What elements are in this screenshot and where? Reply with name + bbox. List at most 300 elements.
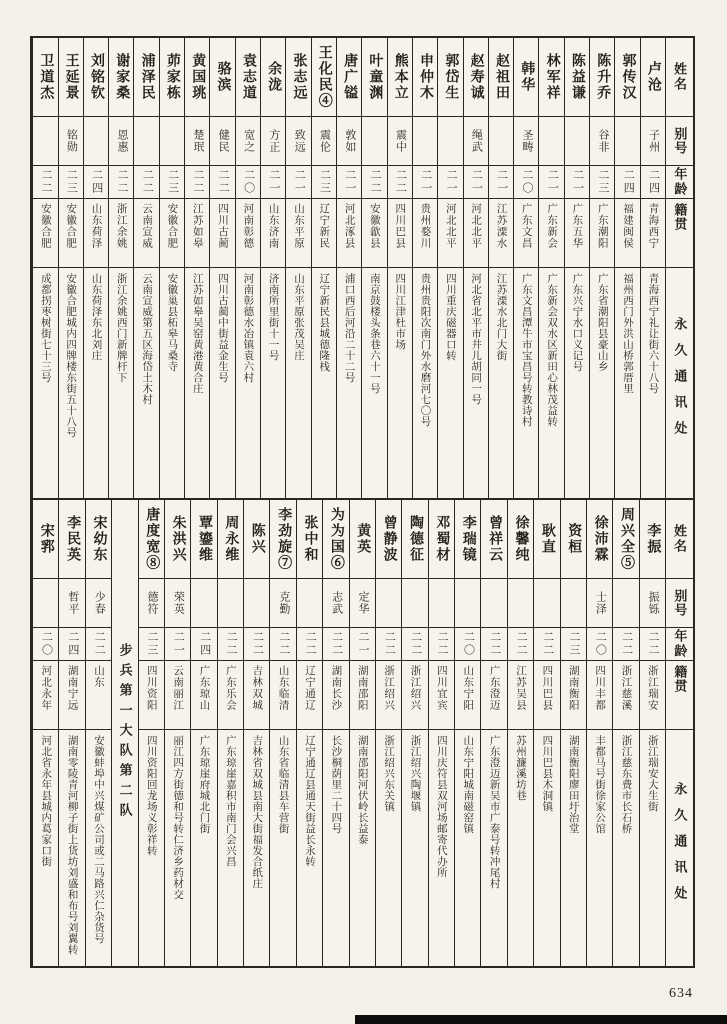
native-cell-text: 广东澄迈 xyxy=(488,665,500,711)
native-cell xyxy=(464,198,488,267)
native-cell-text: 浙江绍兴 xyxy=(383,665,395,711)
native-cell-text: 广东乐会 xyxy=(224,665,236,711)
age-cell-text: 二二 xyxy=(647,631,660,657)
name-cell xyxy=(455,500,480,578)
native-cell-text: 湖南长沙 xyxy=(330,665,342,711)
age-cell xyxy=(337,165,361,198)
age-cell-text: 二二 xyxy=(93,631,106,657)
name-cell-text: 曾祥云 xyxy=(487,515,503,563)
native-cell xyxy=(534,660,559,729)
native-cell xyxy=(376,660,401,729)
native-cell-text: 云南丽江 xyxy=(172,665,184,711)
alias-cell xyxy=(388,116,412,165)
age-cell-text: 二一 xyxy=(343,169,356,195)
address-cell xyxy=(297,729,322,966)
native-cell-text: 河北北平 xyxy=(470,203,482,249)
alias-cell xyxy=(244,578,269,627)
person-column xyxy=(58,38,83,498)
native-cell xyxy=(350,660,375,729)
age-cell-text: 二三 xyxy=(166,169,179,195)
name-cell-text: 唐度宽⑧ xyxy=(144,507,160,571)
native-cell xyxy=(561,660,586,729)
address-cell xyxy=(413,267,437,498)
age-cell xyxy=(429,627,454,660)
name-cell xyxy=(362,38,386,116)
age-cell-text: 二二 xyxy=(488,631,501,657)
alias-cell xyxy=(139,578,164,627)
age-cell xyxy=(165,627,190,660)
name-cell xyxy=(33,38,57,116)
address-cell-text: 浦口西后河沿二十二号 xyxy=(343,273,355,383)
age-cell-text: 二二 xyxy=(383,631,396,657)
person-column xyxy=(32,38,57,498)
name-cell-text: 周兴全⑤ xyxy=(618,507,634,571)
alias-cell xyxy=(587,578,612,627)
age-cell-text: 二二 xyxy=(251,631,264,657)
age-cell-text: 二一 xyxy=(470,169,483,195)
person-column xyxy=(336,38,361,498)
native-cell-text: 山东济南 xyxy=(267,203,279,249)
alias-cell-text: 谷非 xyxy=(596,129,609,153)
name-cell xyxy=(139,500,164,578)
native-cell-text: 贵州婺川 xyxy=(419,203,431,249)
alias-cell xyxy=(33,578,58,627)
address-cell-text: 南京鼓楼头条巷六十一号 xyxy=(368,273,380,394)
name-cell xyxy=(481,500,506,578)
address-cell xyxy=(481,729,506,966)
native-cell-text: 江苏吴县 xyxy=(514,665,526,711)
name-cell xyxy=(539,38,563,116)
unit-divider-column xyxy=(111,500,137,966)
address-cell xyxy=(402,729,427,966)
address-cell xyxy=(33,729,58,966)
native-cell xyxy=(160,198,184,267)
person-column xyxy=(217,500,243,966)
name-cell-text: 黄英 xyxy=(355,523,371,555)
name-cell xyxy=(84,38,108,116)
age-cell-text: 二〇 xyxy=(594,631,607,657)
age-cell xyxy=(139,627,164,660)
alias-cell xyxy=(565,116,589,165)
name-cell-text: 陈升乔 xyxy=(595,53,611,101)
alias-cell xyxy=(165,578,190,627)
name-cell-text: 陈益谦 xyxy=(569,53,585,101)
alias-cell-text: 哲平 xyxy=(66,591,79,615)
age-cell xyxy=(33,165,57,198)
native-cell xyxy=(210,198,234,267)
label-address xyxy=(666,729,693,966)
person-column xyxy=(639,500,665,966)
native-cell-text: 湖南宁远 xyxy=(66,665,78,711)
age-cell-text: 二四 xyxy=(66,631,79,657)
address-cell xyxy=(191,729,216,966)
alias-cell xyxy=(59,116,83,165)
native-cell-text: 浙江瑞安 xyxy=(646,665,658,711)
name-cell xyxy=(312,38,336,116)
alias-cell xyxy=(514,116,538,165)
person-column xyxy=(296,500,322,966)
native-cell xyxy=(613,660,638,729)
name-cell xyxy=(297,500,322,578)
address-cell-text: 长沙桐荫里二十四号 xyxy=(330,735,342,834)
person-column xyxy=(538,38,563,498)
age-cell xyxy=(376,627,401,660)
address-cell xyxy=(613,729,638,966)
native-cell xyxy=(323,660,348,729)
age-cell xyxy=(218,627,243,660)
address-cell-text: 山东荷泽东北刘庄 xyxy=(90,273,102,361)
person-column xyxy=(311,38,336,498)
name-cell-text: 徐沛霖 xyxy=(592,515,608,563)
native-cell xyxy=(33,198,57,267)
address-cell xyxy=(565,267,589,498)
scan-artifact-bar xyxy=(355,1015,727,1024)
native-cell-text: 安徽合肥 xyxy=(65,203,77,249)
address-cell xyxy=(165,729,190,966)
native-cell-text: 四川巴县 xyxy=(394,203,406,249)
native-cell-text: 广东文昌 xyxy=(520,203,532,249)
address-cell-text: 江苏溧水北门大街 xyxy=(495,273,507,361)
name-cell xyxy=(261,38,285,116)
native-cell xyxy=(362,198,386,267)
name-cell xyxy=(286,38,310,116)
name-cell-text: 刘铭钦 xyxy=(88,53,104,101)
native-cell xyxy=(337,198,361,267)
name-cell-text: 赵祖田 xyxy=(493,53,509,101)
alias-cell xyxy=(86,578,111,627)
age-cell-text: 二二 xyxy=(369,169,382,195)
name-cell xyxy=(134,38,158,116)
alias-cell xyxy=(508,578,533,627)
person-column xyxy=(243,500,269,966)
person-column xyxy=(83,38,108,498)
age-cell xyxy=(84,165,108,198)
age-cell xyxy=(615,165,639,198)
native-cell xyxy=(438,198,462,267)
age-cell-text: 二二 xyxy=(191,169,204,195)
native-cell-text: 安徽合肥 xyxy=(39,203,51,249)
alias-cell xyxy=(218,578,243,627)
native-cell-text: 浙江慈溪 xyxy=(620,665,632,711)
age-cell xyxy=(33,627,58,660)
native-cell-text: 山东平原 xyxy=(292,203,304,249)
person-column xyxy=(480,500,506,966)
address-cell xyxy=(561,729,586,966)
age-cell-text: 二三 xyxy=(567,631,580,657)
address-cell xyxy=(464,267,488,498)
native-cell-text: 云南宣威 xyxy=(141,203,153,249)
address-cell-text: 山东平原张茂吴庄 xyxy=(292,273,304,361)
native-cell xyxy=(587,660,612,729)
address-cell xyxy=(236,267,260,498)
name-cell xyxy=(508,500,533,578)
age-cell-text: 二一 xyxy=(267,169,280,195)
alias-cell xyxy=(641,116,665,165)
name-cell xyxy=(218,500,243,578)
label-address-text: 永久通讯处 xyxy=(672,316,688,447)
address-cell xyxy=(388,267,412,498)
alias-cell xyxy=(438,116,462,165)
age-cell xyxy=(402,627,427,660)
address-cell-text: 广东兴宁水口义记号 xyxy=(571,273,583,372)
name-cell-text: 骆滨 xyxy=(215,61,231,93)
address-cell-text: 山东宁阳城南磁窑镇 xyxy=(462,735,474,834)
address-cell-text: 四川庆符县双河场邮寄代办所 xyxy=(435,735,447,878)
name-cell-text: 为为国⑥ xyxy=(328,507,344,571)
age-cell-text: 二三 xyxy=(65,169,78,195)
name-cell-text: 张志远 xyxy=(291,53,307,101)
alias-cell xyxy=(337,116,361,165)
native-cell xyxy=(297,660,322,729)
address-cell xyxy=(640,729,665,966)
age-cell xyxy=(587,627,612,660)
native-cell xyxy=(615,198,639,267)
alias-cell xyxy=(640,578,665,627)
age-cell xyxy=(59,627,84,660)
age-cell xyxy=(286,165,310,198)
address-cell-text: 福州西门外洪山桥郭厝里 xyxy=(622,273,634,394)
address-cell xyxy=(59,267,83,498)
age-cell xyxy=(244,627,269,660)
name-cell-text: 浦泽民 xyxy=(139,53,155,101)
age-cell xyxy=(210,165,234,198)
person-column xyxy=(533,500,559,966)
name-cell xyxy=(244,500,269,578)
address-cell xyxy=(362,267,386,498)
native-cell-text: 安徽合肥 xyxy=(166,203,178,249)
alias-cell-text: 震中 xyxy=(394,129,407,153)
alias-cell-text: 少春 xyxy=(93,591,106,615)
label-address-text: 永久通讯处 xyxy=(672,781,688,912)
name-cell-text: 周永维 xyxy=(223,515,239,563)
age-cell-text: 二二 xyxy=(277,631,290,657)
address-cell xyxy=(270,729,295,966)
name-cell-text: 李民英 xyxy=(65,515,81,563)
address-cell xyxy=(455,729,480,966)
person-column xyxy=(412,38,437,498)
person-column xyxy=(108,38,133,498)
address-cell xyxy=(376,729,401,966)
age-cell xyxy=(59,165,83,198)
person-column xyxy=(488,38,513,498)
name-cell xyxy=(270,500,295,578)
address-cell-text: 广东新会双水区新田心林茂益转 xyxy=(546,273,558,427)
alias-cell-text: 方正 xyxy=(267,129,280,153)
age-cell-text: 二〇 xyxy=(242,169,255,195)
age-cell xyxy=(539,165,563,198)
native-cell-text: 河北涿县 xyxy=(343,203,355,249)
alias-cell xyxy=(134,116,158,165)
native-cell xyxy=(139,660,164,729)
native-cell xyxy=(641,198,665,267)
person-column xyxy=(361,38,386,498)
native-cell xyxy=(270,660,295,729)
address-cell-text: 广东澄迈新吴市广泰号转冲尾村 xyxy=(488,735,500,889)
address-cell xyxy=(59,729,84,966)
alias-cell xyxy=(561,578,586,627)
alias-cell xyxy=(362,116,386,165)
address-cell-text: 济南所里街十一号 xyxy=(267,273,279,361)
age-cell xyxy=(323,627,348,660)
native-cell xyxy=(590,198,614,267)
native-cell-text: 四川资阳 xyxy=(145,665,157,711)
address-cell-text: 四川资阳回龙场义彰祥转 xyxy=(145,735,157,856)
address-cell xyxy=(438,267,462,498)
label-native-text: 籍贯 xyxy=(672,203,688,231)
age-cell xyxy=(191,627,216,660)
person-column xyxy=(614,38,639,498)
age-cell xyxy=(86,627,111,660)
name-cell xyxy=(561,500,586,578)
name-cell-text: 王化民④ xyxy=(316,45,332,109)
name-cell xyxy=(613,500,638,578)
address-cell-text: 辽宁新民县城德隆栈 xyxy=(318,273,330,372)
header-column xyxy=(665,500,693,966)
native-cell xyxy=(261,198,285,267)
address-cell-text: 广东省潮阳县豪山乡 xyxy=(596,273,608,372)
native-cell xyxy=(165,660,190,729)
age-cell xyxy=(438,165,462,198)
name-cell xyxy=(185,38,209,116)
address-cell xyxy=(337,267,361,498)
address-cell-text: 湖南衡阳廖田圩治堂 xyxy=(567,735,579,834)
name-cell xyxy=(323,500,348,578)
native-cell-text: 浙江余姚 xyxy=(115,203,127,249)
address-cell xyxy=(323,729,348,966)
native-cell-text: 山东临清 xyxy=(277,665,289,711)
native-cell xyxy=(388,198,412,267)
age-cell-text: 二二 xyxy=(40,169,53,195)
alias-cell xyxy=(534,578,559,627)
address-cell-text: 浙江绍兴陶堰镇 xyxy=(409,735,421,812)
age-cell xyxy=(464,165,488,198)
alias-cell-text: 德符 xyxy=(145,591,158,615)
roster-section-top xyxy=(32,38,693,500)
address-cell xyxy=(109,267,133,498)
name-cell xyxy=(514,38,538,116)
native-cell xyxy=(84,198,108,267)
alias-cell xyxy=(84,116,108,165)
age-cell-text: 二三 xyxy=(145,631,158,657)
person-column xyxy=(260,38,285,498)
age-cell xyxy=(362,165,386,198)
name-cell-text: 黄国珧 xyxy=(190,53,206,101)
person-column xyxy=(612,500,638,966)
native-cell xyxy=(59,660,84,729)
age-cell-text: 二一 xyxy=(495,169,508,195)
name-cell-text: 宋幼东 xyxy=(91,515,107,563)
label-name xyxy=(666,500,693,578)
name-cell xyxy=(464,38,488,116)
address-cell xyxy=(160,267,184,498)
native-cell-text: 广东琼山 xyxy=(198,665,210,711)
alias-cell-text: 士泽 xyxy=(594,591,607,615)
label-age-text: 年龄 xyxy=(672,629,688,659)
name-cell xyxy=(350,500,375,578)
native-cell xyxy=(402,660,427,729)
age-cell xyxy=(388,165,412,198)
name-cell-text: 邓蜀材 xyxy=(434,515,450,563)
address-cell-text: 贵州贵阳次南门外水磨河七〇号 xyxy=(419,273,431,427)
address-cell-text: 四川古蔺中街益金生号 xyxy=(217,273,229,383)
age-cell xyxy=(481,627,506,660)
alias-cell-text: 宽之 xyxy=(242,129,255,153)
alias-cell xyxy=(236,116,260,165)
age-cell xyxy=(455,627,480,660)
name-cell xyxy=(59,500,84,578)
age-cell xyxy=(261,165,285,198)
age-cell-text: 二三 xyxy=(596,169,609,195)
label-alias xyxy=(666,116,693,165)
alias-cell xyxy=(59,578,84,627)
address-cell xyxy=(641,267,665,498)
address-cell-text: 丰都马号街徐家公馆 xyxy=(594,735,606,834)
person-column xyxy=(190,500,216,966)
native-cell xyxy=(244,660,269,729)
address-cell xyxy=(84,267,108,498)
person-column xyxy=(85,500,111,966)
native-cell xyxy=(481,660,506,729)
address-cell xyxy=(244,729,269,966)
age-cell-text: 二二 xyxy=(304,631,317,657)
label-alias-text: 别号 xyxy=(672,127,688,155)
age-cell-text: 二一 xyxy=(445,169,458,195)
age-cell-text: 二三 xyxy=(318,169,331,195)
alias-cell xyxy=(312,116,336,165)
age-cell xyxy=(312,165,336,198)
address-cell-text: 安徽巢县柘皋马桑寺 xyxy=(166,273,178,372)
age-cell xyxy=(565,165,589,198)
native-cell-text: 山东 xyxy=(92,665,104,688)
alias-cell xyxy=(464,116,488,165)
label-name-text: 姓名 xyxy=(672,524,687,554)
name-cell xyxy=(236,38,260,116)
alias-cell xyxy=(429,578,454,627)
alias-cell xyxy=(323,578,348,627)
alias-cell-text: 荣英 xyxy=(172,591,185,615)
label-native-text: 籍贯 xyxy=(672,665,688,693)
age-cell-text: 二一 xyxy=(172,631,185,657)
person-column xyxy=(138,500,164,966)
name-cell-text: 叶童渊 xyxy=(367,53,383,101)
address-cell-text: 四川巴县木洞镇 xyxy=(541,735,553,812)
age-cell xyxy=(590,165,614,198)
address-cell xyxy=(218,729,243,966)
age-cell xyxy=(270,627,295,660)
native-cell-text: 河北北平 xyxy=(444,203,456,249)
name-cell-text: 徐馨纯 xyxy=(513,515,529,563)
age-cell-text: 二四 xyxy=(647,169,660,195)
address-cell xyxy=(534,729,559,966)
age-cell-text: 二二 xyxy=(436,631,449,657)
name-cell-text: 郭岱生 xyxy=(443,53,459,101)
native-cell-text: 辽宁新民 xyxy=(318,203,330,249)
name-cell xyxy=(413,38,437,116)
address-cell-text: 四川江津杜市场 xyxy=(394,273,406,350)
name-cell-text: 韩华 xyxy=(519,61,535,93)
roster-table xyxy=(30,36,695,968)
alias-cell-text: 振铄 xyxy=(647,591,660,615)
name-cell-text: 覃鎏维 xyxy=(196,515,212,563)
name-cell xyxy=(640,500,665,578)
person-column xyxy=(586,500,612,966)
address-cell xyxy=(590,267,614,498)
native-cell xyxy=(539,198,563,267)
person-column xyxy=(513,38,538,498)
person-column xyxy=(560,500,586,966)
person-column xyxy=(285,38,310,498)
person-column xyxy=(640,38,665,498)
